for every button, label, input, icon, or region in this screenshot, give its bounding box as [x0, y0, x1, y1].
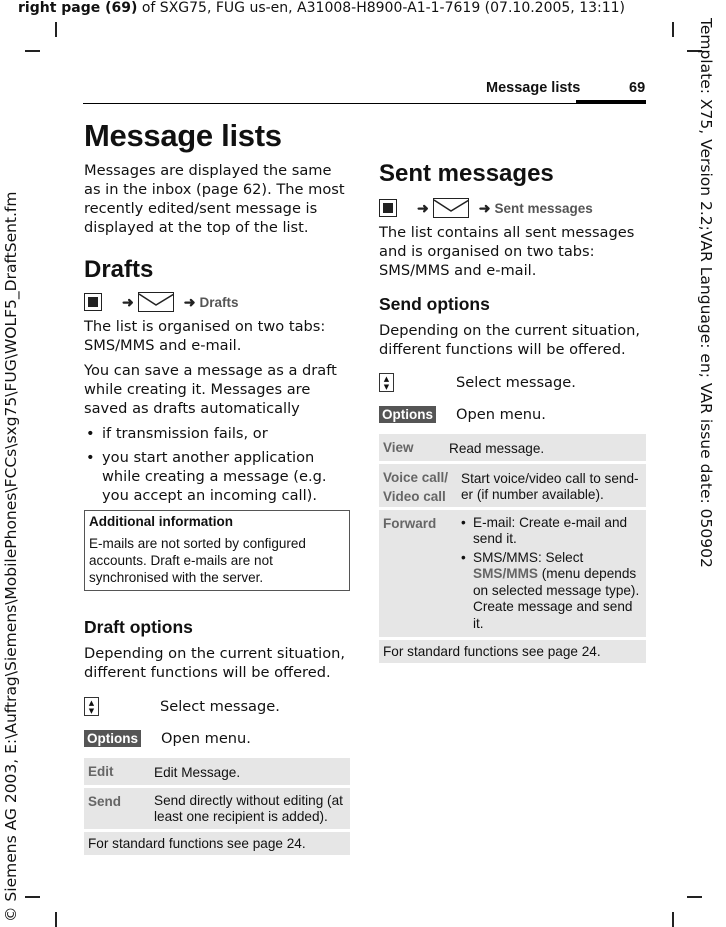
- sent-path-label: Sent messages: [494, 200, 593, 216]
- draft-options-table: [84, 758, 350, 855]
- page-number: 69: [629, 80, 646, 96]
- option-value: Start voice/video call to send-er (if number available).: [461, 470, 639, 502]
- open-menu-label: Open menu.: [161, 730, 251, 747]
- arrow-icon: ➜: [122, 293, 134, 310]
- option-key: Edit: [88, 764, 114, 779]
- envelope-icon: [138, 292, 174, 312]
- sent-messages-heading: Sent messages: [379, 160, 554, 187]
- drafts-path-label: Drafts: [199, 294, 239, 310]
- mms-option-label: MMS: [506, 566, 538, 581]
- send-options-heading: Send options: [379, 294, 490, 314]
- select-message-row: [84, 697, 350, 716]
- menu-key-icon: [84, 293, 102, 311]
- meta-bold: right page (69): [18, 0, 138, 16]
- table-row: [84, 758, 350, 785]
- table-row: [379, 464, 646, 507]
- list-item: • you start another application while creating a message (e.g. you accept an incoming call).: [84, 448, 350, 505]
- table-row: [84, 788, 350, 829]
- table-row: [379, 510, 646, 638]
- option-key: [379, 464, 457, 507]
- send-options-table: [379, 434, 646, 663]
- drafts-text-1: The list is organised on two tabs: SMS/MMS and e-mail.: [84, 318, 326, 354]
- text-part: /: [502, 566, 507, 581]
- options-softkey[interactable]: Options: [84, 730, 141, 747]
- left-column: [84, 118, 350, 858]
- option-value: [457, 510, 646, 638]
- arrow-icon: ➜: [183, 293, 196, 310]
- options-softkey[interactable]: Options: [379, 406, 436, 423]
- intro-text: Messages are displayed the same as in the inbox (page 62). The most recently edited/sent message is displayed at the top of the list.: [84, 162, 345, 236]
- crop-mark: [25, 896, 40, 898]
- crop-mark: [55, 22, 57, 37]
- menu-key-icon: [379, 199, 397, 217]
- drafts-text-2: You can save a message as a draft while creating it. Messages are saved as drafts automatically: [84, 362, 337, 417]
- option-value: Send directly without editing (at least one recipient is added).: [154, 792, 343, 824]
- running-header-title: Message lists: [486, 80, 581, 96]
- option-key: Send: [88, 793, 122, 809]
- send-options-text: Depending on the current situation, different functions will be offered.: [379, 322, 641, 358]
- arrow-icon: ➜: [417, 199, 429, 216]
- list-item: [461, 550, 643, 633]
- crop-mark: [25, 50, 40, 52]
- nav-key-icon: ▲ ▼: [84, 697, 99, 716]
- option-value: Edit Message.: [154, 765, 241, 780]
- crop-mark: [55, 912, 57, 927]
- arrow-icon: ➜: [478, 199, 491, 216]
- right-column: [379, 160, 646, 666]
- list-item: • E-mail: Create e-mail and send it.: [461, 515, 643, 548]
- table-row: [379, 434, 646, 461]
- table-footer: For standard functions see page 24.: [84, 832, 350, 855]
- page-title: Message lists: [84, 118, 282, 153]
- option-key: Forward: [383, 515, 437, 531]
- crop-mark: [672, 22, 674, 37]
- sent-text: The list contains all sent messages and is organised on two tabs: SMS/MMS and e-mail.: [379, 224, 635, 279]
- drafts-menu-path: [84, 291, 350, 313]
- crop-mark: [672, 912, 674, 927]
- option-key-line: Voice call/: [383, 469, 449, 485]
- additional-info-box: [84, 510, 350, 591]
- text-part: (menu depends on selected message type). Create message and send it.: [473, 566, 640, 631]
- option-key: View: [383, 440, 414, 455]
- header-rule: [83, 103, 646, 104]
- copyright-side-label: © Siemens AG 2003, E:\Auftrag\Siemens\MobilePhones\FCCs\sxg75\FUG\WOLF5_DraftSent.fm: [2, 191, 20, 922]
- open-menu-row: [379, 406, 646, 423]
- nav-key-icon: ▲ ▼: [379, 373, 394, 392]
- drafts-heading: Drafts: [84, 256, 154, 283]
- list-item: • if transmission fails, or: [84, 424, 350, 443]
- option-key-line: Video call: [383, 488, 446, 504]
- select-message-label: Select message.: [160, 698, 280, 715]
- meta-rest: of SXG75, FUG us-en, A31008-H8900-A1-1-7619 (07.10.2005, 13:11): [137, 0, 626, 16]
- header-rule-accent: [576, 100, 646, 104]
- drafts-bullet-list: [84, 424, 350, 505]
- template-side-label: Template: X75, Version 2.2;VAR Language: en; VAR issue date: 050902: [697, 18, 715, 568]
- open-menu-row: [84, 730, 350, 747]
- envelope-icon: [433, 198, 469, 218]
- option-value: Read message.: [449, 441, 545, 456]
- text-part: SMS/MMS: Select: [473, 549, 584, 565]
- sms-option-label: SMS: [473, 566, 503, 581]
- open-menu-label: Open menu.: [456, 406, 546, 423]
- forward-bullet-list: [461, 515, 643, 633]
- select-message-row: [379, 373, 646, 392]
- select-message-label: Select message.: [456, 374, 576, 391]
- draft-options-heading: Draft options: [84, 617, 193, 637]
- print-meta-line: [18, 0, 625, 16]
- draft-options-text: Depending on the current situation, different functions will be offered.: [84, 645, 346, 681]
- table-footer: For standard functions see page 24.: [379, 640, 646, 663]
- template-side-text: [697, 18, 717, 908]
- sent-menu-path: [379, 197, 646, 219]
- additional-info-text: E-mails are not sorted by configured accounts. Draft e-mails are not synchronised with the server.: [89, 536, 306, 585]
- additional-info-title: Additional information: [89, 514, 233, 529]
